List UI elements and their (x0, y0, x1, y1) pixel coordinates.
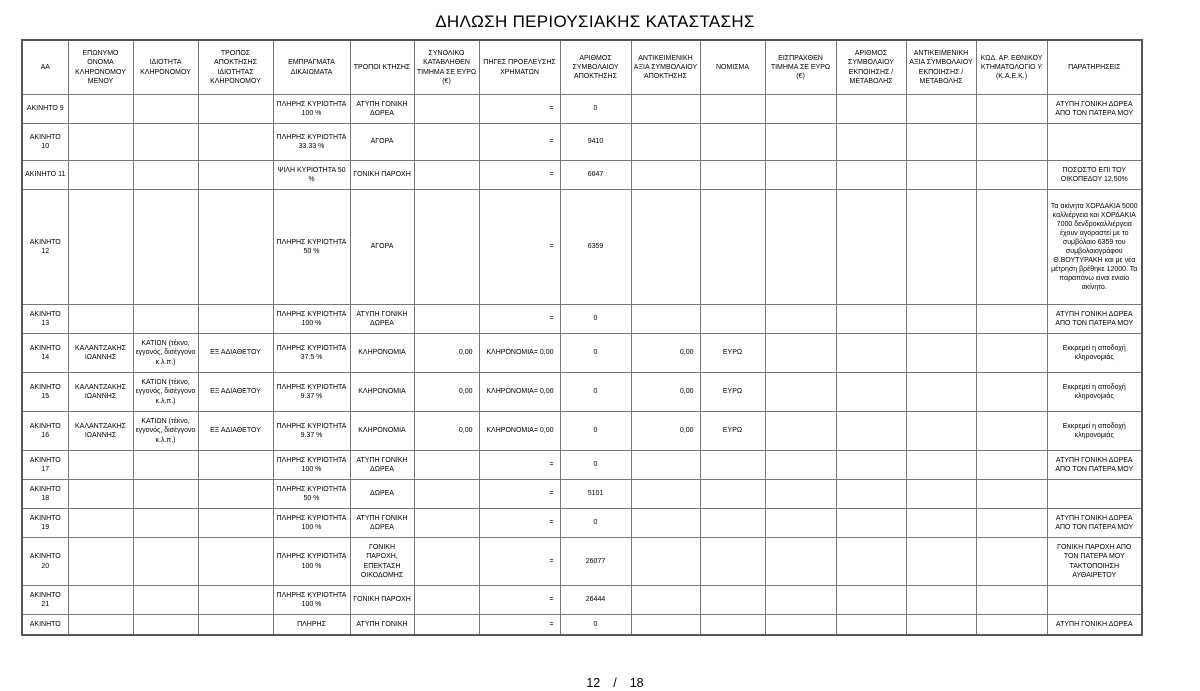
table-cell: 0,00 (414, 373, 479, 412)
table-cell: ΑΤΥΠΗ ΓΟΝΙΚΗ ΔΩΡΕΑ (350, 509, 414, 538)
table-cell (133, 451, 198, 480)
table-cell (906, 538, 976, 586)
table-cell: 0 (560, 615, 631, 635)
column-header: ΑΡΙΘΜΟΣ ΣΥΜΒΟΛΑΙΟΥ ΑΠΟΚΤΗΣΗΣ (560, 40, 631, 95)
table-cell (836, 615, 906, 635)
table-cell: ΚΑΤΙΩΝ (τέκνο, εγγονός, δισέγγονο κ.λ.π.) (133, 412, 198, 451)
table-cell (765, 615, 836, 635)
column-header: ΚΩΔ. ΑΡ. ΕΘΝΙΚΟΥ ΚΤΗΜΑΤΟΛΟΓΙΟ Υ (Κ.Α.Ε.Κ.) (976, 40, 1047, 95)
table-cell: ΑΚΙΝΗΤΟ 12 (22, 190, 68, 305)
table-cell: = (479, 190, 560, 305)
table-cell (198, 95, 273, 124)
table-cell: ΑΚΙΝΗΤΟ 16 (22, 412, 68, 451)
table-cell (700, 190, 765, 305)
table-cell: 5101 (560, 480, 631, 509)
table-cell: = (479, 124, 560, 161)
table-cell: ΠΛΗΡΗΣ ΚΥΡΙΟΤΗΤΑ 100 % (273, 586, 350, 615)
column-header: ΕΙΣΠΡΑΧΘΕΝ ΤΙΜΗΜΑ ΣΕ ΕΥΡΩ (€) (765, 40, 836, 95)
table-cell (976, 451, 1047, 480)
table-cell: = (479, 161, 560, 190)
table-cell: ΑΤΥΠΗ ΓΟΝΙΚΗ ΔΩΡΕΑ ΑΠΟ ΤΟΝ ΠΑΤΕΡΑ ΜΟΥ (1047, 509, 1142, 538)
table-cell (976, 509, 1047, 538)
table-cell (765, 480, 836, 509)
table-cell: ΚΛΗΡΟΝΟΜΙΑ (350, 373, 414, 412)
table-cell (765, 95, 836, 124)
table-cell (68, 190, 133, 305)
table-cell (68, 615, 133, 635)
table-cell (198, 509, 273, 538)
table-cell (976, 95, 1047, 124)
table-cell: = (479, 480, 560, 509)
table-cell (198, 190, 273, 305)
table-cell: ΠΛΗΡΗΣ ΚΥΡΙΟΤΗΤΑ 37.5 % (273, 334, 350, 373)
table-cell (1047, 480, 1142, 509)
table-cell: ΑΚΙΝΗΤΟ 13 (22, 305, 68, 334)
table-cell: ΕΥΡΩ (700, 412, 765, 451)
table-cell (836, 334, 906, 373)
table-cell (198, 586, 273, 615)
table-cell: ΕΞ ΑΔΙΑΘΕΤΟΥ (198, 334, 273, 373)
table-cell (976, 373, 1047, 412)
table-row (22, 373, 1142, 412)
table-cell (133, 615, 198, 635)
table-cell (68, 586, 133, 615)
table-cell (631, 190, 700, 305)
table-cell: ΑΚΙΝΗΤΟ 9 (22, 95, 68, 124)
table-cell: 0,00 (631, 412, 700, 451)
table-cell (68, 95, 133, 124)
table-cell (976, 161, 1047, 190)
table-cell (133, 190, 198, 305)
table-cell: ΑΓΟΡΑ (350, 190, 414, 305)
table-cell (906, 373, 976, 412)
table-cell (906, 161, 976, 190)
table-cell (133, 161, 198, 190)
table-cell (700, 161, 765, 190)
table-cell: ΑΚΙΝΗΤΟ (22, 615, 68, 635)
table-cell: ΑΤΥΠΗ ΓΟΝΙΚΗ ΔΩΡΕΑ (350, 95, 414, 124)
table-cell: ΠΛΗΡΗΣ ΚΥΡΙΟΤΗΤΑ 100 % (273, 509, 350, 538)
table-cell (765, 412, 836, 451)
table-cell (133, 480, 198, 509)
table-cell (906, 451, 976, 480)
table-cell (68, 124, 133, 161)
table-cell: ΑΚΙΝΗΤΟ 21 (22, 586, 68, 615)
table-cell (68, 480, 133, 509)
table-cell (414, 480, 479, 509)
table-cell: Εκκρεμεί η αποδοχή κληρονομιάς (1047, 334, 1142, 373)
table-cell: ΑΓΟΡΑ (350, 124, 414, 161)
table-cell (836, 586, 906, 615)
table-cell: 0 (560, 95, 631, 124)
table-cell (976, 615, 1047, 635)
table-row (22, 480, 1142, 509)
table-cell (700, 305, 765, 334)
column-header: ΠΗΓΕΣ ΠΡΟΕΛΕΥΣΗΣ ΧΡΗΜΑΤΩΝ (479, 40, 560, 95)
table-cell (976, 586, 1047, 615)
table-cell (133, 95, 198, 124)
column-header: ΤΡΟΠΟΣ ΑΠΟΚΤΗΣΗΣ ΙΔΙΟΤΗΤΑΣ ΚΛΗΡΟΝΟΜΟΥ (198, 40, 273, 95)
table-cell (836, 373, 906, 412)
table-cell: ΚΑΤΙΩΝ (τέκνο, εγγονός, δισέγγονο κ.λ.π.) (133, 334, 198, 373)
table-cell (700, 586, 765, 615)
table-cell: ΚΑΛΑΝΤΖΑΚΗΣ ΙΩΑΝΝΗΣ (68, 373, 133, 412)
table-cell (700, 509, 765, 538)
table-cell (414, 161, 479, 190)
table-cell (765, 373, 836, 412)
table-cell (765, 509, 836, 538)
table-cell (198, 451, 273, 480)
table-cell (631, 124, 700, 161)
table-cell (976, 305, 1047, 334)
table-row (22, 334, 1142, 373)
table-cell (906, 412, 976, 451)
table-cell: 0 (560, 509, 631, 538)
table-cell: ΠΛΗΡΗΣ ΚΥΡΙΟΤΗΤΑ 100 % (273, 451, 350, 480)
table-cell (198, 124, 273, 161)
table-cell (906, 480, 976, 509)
table-cell: 6047 (560, 161, 631, 190)
table-cell: ΓΟΝΙΚΗ ΠΑΡΟΧΗ (350, 161, 414, 190)
table-cell: Εκκρεμεί η αποδοχή κληρονομιάς (1047, 412, 1142, 451)
table-cell (976, 480, 1047, 509)
table-cell (836, 190, 906, 305)
table-cell: ΠΛΗΡΗΣ ΚΥΡΙΟΤΗΤΑ 9.37 % (273, 373, 350, 412)
column-header: ΠΑΡΑΤΗΡΗΣΕΙΣ (1047, 40, 1142, 95)
table-cell (976, 124, 1047, 161)
table-cell: ΑΤΥΠΗ ΓΟΝΙΚΗ ΔΩΡΕΑ ΑΠΟ ΤΟΝ ΠΑΤΕΡΑ ΜΟΥ (1047, 305, 1142, 334)
table-row (22, 305, 1142, 334)
table-cell: 0,00 (414, 334, 479, 373)
table-cell (906, 615, 976, 635)
column-header: ΕΠΩΝΥΜΟ ΟΝΟΜΑ ΚΛΗΡΟΝΟΜΟΥ ΜΕΝΟΥ (68, 40, 133, 95)
table-cell (414, 451, 479, 480)
table-header-row (22, 40, 1142, 95)
table-cell: = (479, 615, 560, 635)
table-cell (68, 509, 133, 538)
table-cell (906, 95, 976, 124)
table-cell: = (479, 305, 560, 334)
table-cell (68, 451, 133, 480)
table-cell: ΑΚΙΝΗΤΟ 17 (22, 451, 68, 480)
table-cell: 0,00 (631, 334, 700, 373)
table-cell (836, 538, 906, 586)
table-cell (133, 586, 198, 615)
table-cell (765, 161, 836, 190)
table-cell (700, 451, 765, 480)
table-cell: Τα ακίνητα ΧΟΡΔΑΚΙΑ 5000 καλλιέργεια και ΧΟΡΔΑΚΙΑ 7000 δενδροκαλλιέργεια έχουν αγοραστεί με το συμβόλαιο 6359 του συμβολαιογράφου Θ.ΒΟΥΤΥΡΑΚΗ και με νέα μέτρηση βρέθηκε 12000. Τα παραπάνω είναι ενιαίο ακίνητο. (1047, 190, 1142, 305)
table-cell: ΕΥΡΩ (700, 373, 765, 412)
table-cell (836, 305, 906, 334)
column-header: ΕΜΠΡΑΓΜΑΤΑ ΔΙΚΑΙΩΜΑΤΑ (273, 40, 350, 95)
table-cell: ΚΛΗΡΟΝΟΜΙΑ (350, 412, 414, 451)
table-cell: ΚΛΗΡΟΝΟΜΙΑ= 0,00 (479, 412, 560, 451)
table-cell (68, 305, 133, 334)
table-cell (765, 124, 836, 161)
column-header: ΑΝΤΙΚΕΙΜΕΝΙΚΗ ΑΞΙΑ ΣΥΜΒΟΛΑΙΟΥ ΕΚΠΟΙΗΣΗΣ / ΜΕΤΑΒΟΛΗΣ (906, 40, 976, 95)
table-cell (631, 161, 700, 190)
table-cell: ΑΤΥΠΗ ΓΟΝΙΚΗ (350, 615, 414, 635)
table-cell: = (479, 538, 560, 586)
table-cell: ΓΟΝΙΚΗ ΠΑΡΟΧΗ ΑΠΟ ΤΟΝ ΠΑΤΕΡΑ ΜΟΥ ΤΑΚΤΟΠΟΙΗΣΗ ΑΥΘΑΙΡΕΤΟΥ (1047, 538, 1142, 586)
table-cell (836, 509, 906, 538)
table-cell (976, 538, 1047, 586)
table-cell: ΠΛΗΡΗΣ ΚΥΡΙΟΤΗΤΑ 50 % (273, 190, 350, 305)
table-cell (836, 451, 906, 480)
table-cell (765, 451, 836, 480)
table-cell (976, 334, 1047, 373)
table-cell (700, 480, 765, 509)
table-cell: ΔΩΡΕΑ (350, 480, 414, 509)
table-cell: 0 (560, 451, 631, 480)
table-cell (700, 124, 765, 161)
table-row (22, 124, 1142, 161)
table-cell (133, 305, 198, 334)
table-cell: ΑΚΙΝΗΤΟ 11 (22, 161, 68, 190)
table-cell (414, 509, 479, 538)
table-cell: 0,00 (631, 373, 700, 412)
table-row (22, 190, 1142, 305)
table-cell (68, 161, 133, 190)
table-cell: ΑΤΥΠΗ ΓΟΝΙΚΗ ΔΩΡΕΑ (1047, 615, 1142, 635)
table-cell (765, 334, 836, 373)
table-body (22, 95, 1142, 635)
table-cell (765, 305, 836, 334)
table-row (22, 451, 1142, 480)
column-header: ΙΔΙΟΤΗΤΑ ΚΛΗΡΟΝΟΜΟΥ (133, 40, 198, 95)
table-cell: ΕΞ ΑΔΙΑΘΕΤΟΥ (198, 412, 273, 451)
table-cell (414, 95, 479, 124)
table-cell: ΑΚΙΝΗΤΟ 14 (22, 334, 68, 373)
table-row (22, 95, 1142, 124)
table-cell: = (479, 586, 560, 615)
table-cell (414, 305, 479, 334)
table-cell (414, 538, 479, 586)
table-cell (631, 95, 700, 124)
table-cell: ΓΟΝΙΚΗ ΠΑΡΟΧΗ, ΕΠΕΚΤΑΣΗ ΟΙΚΟΔΟΜΗΣ (350, 538, 414, 586)
table-cell: ΚΑΛΑΝΤΖΑΚΗΣ ΙΩΑΝΝΗΣ (68, 412, 133, 451)
table-cell: ΚΑΤΙΩΝ (τέκνο, εγγονός, δισέγγονο κ.λ.π.) (133, 373, 198, 412)
table-cell: 6359 (560, 190, 631, 305)
column-header: ΝΟΜΙΣΜΑ (700, 40, 765, 95)
table-cell: 26077 (560, 538, 631, 586)
table-cell (631, 451, 700, 480)
table-cell: Εκκρεμεί η αποδοχή κληρονομιάς (1047, 373, 1142, 412)
table-cell (906, 124, 976, 161)
column-header: ΑΝΤΙΚΕΙΜΕΝΙΚΗ ΑΞΙΑ ΣΥΜΒΟΛΑΙΟΥ ΑΠΟΚΤΗΣΗΣ (631, 40, 700, 95)
table-cell: ΕΥΡΩ (700, 334, 765, 373)
table-cell: ΕΞ ΑΔΙΑΘΕΤΟΥ (198, 373, 273, 412)
table-cell: ΑΚΙΝΗΤΟ 19 (22, 509, 68, 538)
pagination (0, 676, 1200, 690)
column-header: ΑΡΙΘΜΟΣ ΣΥΜΒΟΛΑΙΟΥ ΕΚΠΟΙΗΣΗΣ /ΜΕΤΑΒΟΛΗΣ (836, 40, 906, 95)
table-cell (906, 305, 976, 334)
table-cell (700, 538, 765, 586)
table-cell (836, 412, 906, 451)
table-row (22, 586, 1142, 615)
table-cell (631, 538, 700, 586)
table-cell: ΚΛΗΡΟΝΟΜΙΑ= 0,00 (479, 334, 560, 373)
column-header: ΣΥΝΟΛΙΚΟ ΚΑΤΑΒΛΗΘΕΝ ΤΙΜΗΜΑ ΣΕ ΕΥΡΩ (€) (414, 40, 479, 95)
table-cell: 0,00 (414, 412, 479, 451)
table-cell: ΠΛΗΡΗΣ ΚΥΡΙΟΤΗΤΑ 100 % (273, 305, 350, 334)
table-row (22, 161, 1142, 190)
table-cell (133, 538, 198, 586)
table-cell: ΑΚΙΝΗΤΟ 20 (22, 538, 68, 586)
table-cell: ΠΟΣΟΣΤΟ ΕΠΙ ΤΟΥ ΟΙΚΟΠΕΔΟΥ 12,50% (1047, 161, 1142, 190)
table-cell (198, 615, 273, 635)
table-row (22, 509, 1142, 538)
table-cell: ΠΛΗΡΗΣ (273, 615, 350, 635)
table-cell (836, 480, 906, 509)
table-row (22, 538, 1142, 586)
table-cell: ΠΛΗΡΗΣ ΚΥΡΙΟΤΗΤΑ 50 % (273, 480, 350, 509)
table-cell: ΑΤΥΠΗ ΓΟΝΙΚΗ ΔΩΡΕΑ ΑΠΟ ΤΟΝ ΠΑΤΕΡΑ ΜΟΥ (1047, 451, 1142, 480)
table-cell: ΠΛΗΡΗΣ ΚΥΡΙΟΤΗΤΑ 100 % (273, 538, 350, 586)
table-cell (836, 124, 906, 161)
table-cell: 0 (560, 334, 631, 373)
table-cell: ΑΚΙΝΗΤΟ 15 (22, 373, 68, 412)
table-cell (133, 124, 198, 161)
table-cell: ΑΤΥΠΗ ΓΟΝΙΚΗ ΔΩΡΕΑ (350, 451, 414, 480)
table-cell: 0 (560, 305, 631, 334)
table-cell (836, 95, 906, 124)
page-total: 18 (629, 676, 644, 690)
page-current: 12 (586, 676, 601, 690)
table-cell: = (479, 95, 560, 124)
table-cell: = (479, 509, 560, 538)
table-cell: 9410 (560, 124, 631, 161)
table-cell: ΨΙΛΗ ΚΥΡΙΟΤΗΤΑ 50 % (273, 161, 350, 190)
table-cell (414, 586, 479, 615)
table-cell (198, 480, 273, 509)
table-cell (700, 95, 765, 124)
page-separator: / (613, 676, 617, 690)
table-cell: 26444 (560, 586, 631, 615)
table-cell (414, 190, 479, 305)
table-cell (1047, 586, 1142, 615)
table-cell (414, 615, 479, 635)
table-cell (198, 538, 273, 586)
table-cell: ΑΤΥΠΗ ΓΟΝΙΚΗ ΔΩΡΕΑ ΑΠΟ ΤΟΝ ΠΑΤΕΡΑ ΜΟΥ (1047, 95, 1142, 124)
table-cell (198, 305, 273, 334)
table-cell: ΚΑΛΑΝΤΖΑΚΗΣ ΙΩΑΝΝΗΣ (68, 334, 133, 373)
table-cell: 0 (560, 373, 631, 412)
asset-declaration-table (21, 39, 1143, 636)
table-cell (836, 161, 906, 190)
table-cell: 0 (560, 412, 631, 451)
table-cell (631, 305, 700, 334)
table-cell (133, 509, 198, 538)
table-cell (631, 509, 700, 538)
table-cell (198, 161, 273, 190)
table-cell (906, 586, 976, 615)
table-cell (976, 190, 1047, 305)
table-row (22, 412, 1142, 451)
table-cell: ΑΚΙΝΗΤΟ 10 (22, 124, 68, 161)
table-cell (976, 412, 1047, 451)
table-cell (631, 480, 700, 509)
table-cell (765, 538, 836, 586)
column-header: ΑΑ (22, 40, 68, 95)
table-row (22, 615, 1142, 635)
table-cell: ΑΤΥΠΗ ΓΟΝΙΚΗ ΔΩΡΕΑ (350, 305, 414, 334)
table-cell: ΠΛΗΡΗΣ ΚΥΡΙΟΤΗΤΑ 33.33 % (273, 124, 350, 161)
table-cell: ΠΛΗΡΗΣ ΚΥΡΙΟΤΗΤΑ 100 % (273, 95, 350, 124)
table-cell (414, 124, 479, 161)
column-header: ΤΡΟΠΟΙ ΚΤΗΣΗΣ (350, 40, 414, 95)
table-cell (906, 334, 976, 373)
table-cell (68, 538, 133, 586)
table-cell (1047, 124, 1142, 161)
table-cell (631, 586, 700, 615)
table-cell: ΠΛΗΡΗΣ ΚΥΡΙΟΤΗΤΑ 9.37 % (273, 412, 350, 451)
table-cell (765, 190, 836, 305)
table-cell (906, 190, 976, 305)
table-cell: = (479, 451, 560, 480)
table-cell: ΚΛΗΡΟΝΟΜΙΑ (350, 334, 414, 373)
page-title: ΔΗΛΩΣΗ ΠΕΡΙΟΥΣΙΑΚΗΣ ΚΑΤΑΣΤΑΣΗΣ (435, 12, 755, 31)
table-cell: ΑΚΙΝΗΤΟ 18 (22, 480, 68, 509)
table-cell (765, 586, 836, 615)
table-cell (631, 615, 700, 635)
table-cell: ΚΛΗΡΟΝΟΜΙΑ= 0,00 (479, 373, 560, 412)
table-cell: ΓΟΝΙΚΗ ΠΑΡΟΧΗ (350, 586, 414, 615)
table-cell (700, 615, 765, 635)
table-cell (906, 509, 976, 538)
